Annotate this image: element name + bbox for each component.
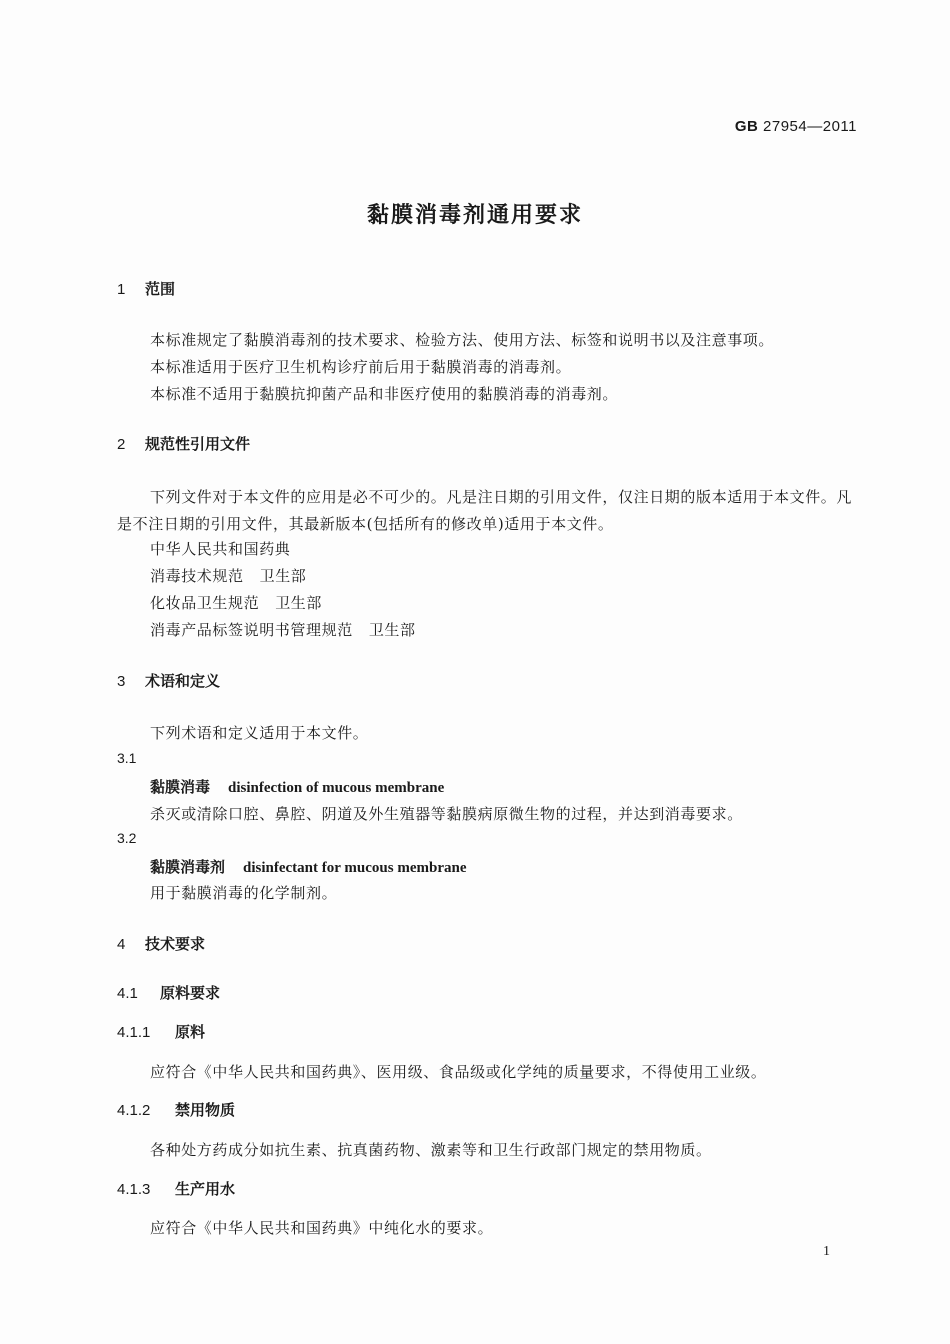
clause-heading — [117, 1178, 235, 1199]
reference-name: 中华人民共和国药典 — [150, 540, 291, 558]
reference-name: 消毒技术规范 — [150, 567, 244, 585]
clause-text: 应符合《中华人民共和国药典》、医用级、食品级或化学纯的质量要求，不得使用工业级。 — [150, 1063, 767, 1081]
paragraph: 下列文件对于本文件的应用是必不可少的。凡是注日期的引用文件，仅注日期的版本适用于本文件。凡是不注日期的引用文件，其最新版本(包括所有的修改单)适用于本文件。 — [117, 488, 853, 533]
section-title: 规范性引用文件 — [145, 435, 251, 453]
section-3-heading — [117, 670, 220, 691]
standard-number: 27954—2011 — [763, 118, 857, 135]
clause-title: 生产用水 — [175, 1180, 236, 1198]
term-zh: 黏膜消毒 — [150, 778, 211, 796]
term-entry — [150, 776, 444, 797]
term-zh: 黏膜消毒剂 — [150, 858, 226, 876]
paragraph: 本标准不适用于黏膜抗抑菌产品和非医疗使用的黏膜消毒的消毒剂。 — [150, 385, 619, 403]
subsection-heading — [117, 982, 220, 1003]
section-title: 范围 — [145, 280, 176, 298]
reference-issuer: 卫生部 — [275, 594, 323, 612]
section-title: 技术要求 — [145, 935, 206, 953]
standard-prefix: GB — [734, 118, 759, 135]
term-definition: 杀灭或清除口腔、鼻腔、阴道及外生殖器等黏膜病原微生物的过程，并达到消毒要求。 — [150, 805, 743, 823]
clause-title: 原料 — [175, 1023, 206, 1041]
section-title: 术语和定义 — [145, 672, 221, 690]
term-entry — [150, 856, 466, 877]
term-en: disinfectant for mucous membrane — [243, 860, 467, 876]
clause-number: 4.1.3 — [117, 1181, 151, 1198]
reference-item — [150, 592, 322, 613]
reference-issuer: 卫生部 — [368, 621, 416, 639]
term-number: 3.2 — [117, 830, 137, 846]
reference-issuer: 卫生部 — [259, 567, 307, 585]
paragraph: 下列术语和定义适用于本文件。 — [150, 724, 369, 742]
paragraph: 本标准规定了黏膜消毒剂的技术要求、检验方法、使用方法、标签和说明书以及注意事项。 — [150, 331, 775, 349]
clause-number: 4.1.2 — [117, 1102, 151, 1119]
section-number: 3 — [117, 673, 126, 690]
clause-heading — [117, 1021, 205, 1042]
term-en: disinfection of mucous membrane — [228, 780, 445, 796]
section-4-heading — [117, 933, 205, 954]
section-2-heading — [117, 433, 250, 454]
clause-text: 各种处方药成分如抗生素、抗真菌药物、激素等和卫生行政部门规定的禁用物质。 — [150, 1141, 712, 1159]
section-number: 1 — [117, 281, 126, 298]
term-number: 3.1 — [117, 750, 137, 766]
reference-name: 消毒产品标签说明书管理规范 — [150, 621, 353, 639]
subsection-title: 原料要求 — [160, 984, 221, 1002]
section-1-heading — [117, 278, 175, 299]
subsection-number: 4.1 — [117, 985, 138, 1002]
reference-item — [150, 619, 416, 640]
section-number: 2 — [117, 436, 126, 453]
clause-title: 禁用物质 — [175, 1101, 236, 1119]
paragraph: 本标准适用于医疗卫生机构诊疗前后用于黏膜消毒的消毒剂。 — [150, 358, 572, 376]
reference-name: 化妆品卫生规范 — [150, 594, 260, 612]
section-number: 4 — [117, 936, 126, 953]
clause-text: 应符合《中华人民共和国药典》中纯化水的要求。 — [150, 1219, 494, 1237]
clause-number: 4.1.1 — [117, 1024, 151, 1041]
term-definition: 用于黏膜消毒的化学制剂。 — [150, 884, 338, 902]
clause-heading — [117, 1099, 235, 1120]
reference-item — [150, 565, 306, 586]
reference-item — [150, 538, 290, 559]
document-title: 黏膜消毒剂通用要求 — [366, 203, 583, 228]
page-number: 1 — [823, 1244, 830, 1259]
standard-code — [735, 118, 857, 135]
